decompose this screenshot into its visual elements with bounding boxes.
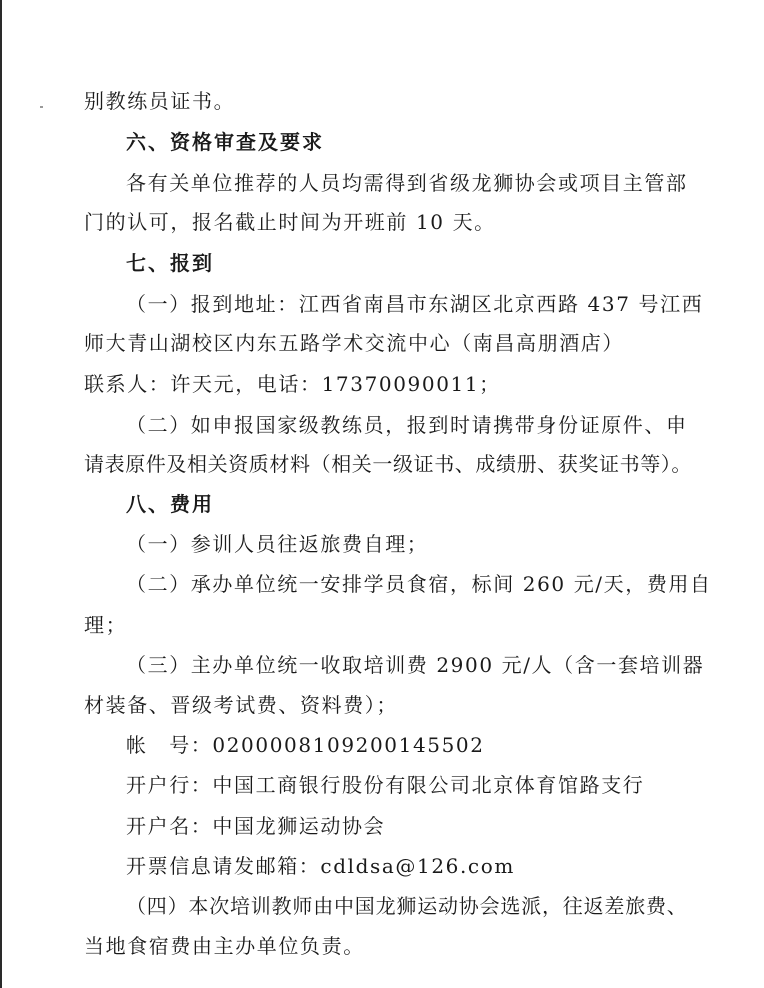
text-line-cert-continuation: 别教练员证书。 <box>84 89 236 113</box>
text-line-contact: 联系人：许天元，电话：17370090011； <box>84 372 501 396</box>
text-line-address: （一）报到地址：江西省南昌市东湖区北京西路 437 号江西 <box>126 292 704 316</box>
text-line-travel-fee: （一）参训人员往返旅费自理； <box>126 532 429 556</box>
text-line-account-number: 帐 号：0200008109200145502 <box>126 733 485 757</box>
text-line-address-cont: 师大青山湖校区内东五路学术交流中心（南昌高朋酒店） <box>84 331 624 355</box>
text-line-teachers-cont: 当地食宿费由主办单位负责。 <box>84 934 365 958</box>
section-heading-registration: 七、报到 <box>126 251 214 275</box>
text-line-teachers: （四）本次培训教师由中国龙狮运动协会选派，往返差旅费、 <box>126 894 688 918</box>
text-line-deadline: 门的认可，报名截止时间为开班前 10 天。 <box>84 210 496 234</box>
text-line-recommendation: 各有关单位推荐的人员均需得到省级龙狮协会或项目主管部 <box>126 171 688 195</box>
text-line-accommodation-cont: 理； <box>84 613 128 637</box>
text-line-bank: 开户行：中国工商银行股份有限公司北京体育馆路支行 <box>126 773 645 797</box>
text-line-account-name: 开户名：中国龙狮运动协会 <box>126 814 386 838</box>
text-line-invoice-email: 开票信息请发邮箱：cdldsa@126.com <box>126 854 515 878</box>
document-page <box>84 0 712 988</box>
text-line-training-fee: （三）主办单位统一收取培训费 2900 元/人（含一套培训器 <box>126 653 705 677</box>
text-line-materials: 请表原件及相关资质材料（相关一级证书、成绩册、获奖证书等）。 <box>84 452 692 476</box>
text-line-training-fee-cont: 材装备、晋级考试费、资料费）； <box>84 693 398 717</box>
section-heading-qualification: 六、资格审查及要求 <box>126 130 324 154</box>
scan-speck <box>40 106 43 108</box>
section-heading-fees: 八、费用 <box>126 492 214 516</box>
page-left-edge <box>0 0 2 988</box>
text-line-accommodation: （二）承办单位统一安排学员食宿，标间 260 元/天，费用自 <box>126 572 712 596</box>
text-line-national-coach: （二）如申报国家级教练员，报到时请携带身份证原件、申 <box>126 413 688 437</box>
